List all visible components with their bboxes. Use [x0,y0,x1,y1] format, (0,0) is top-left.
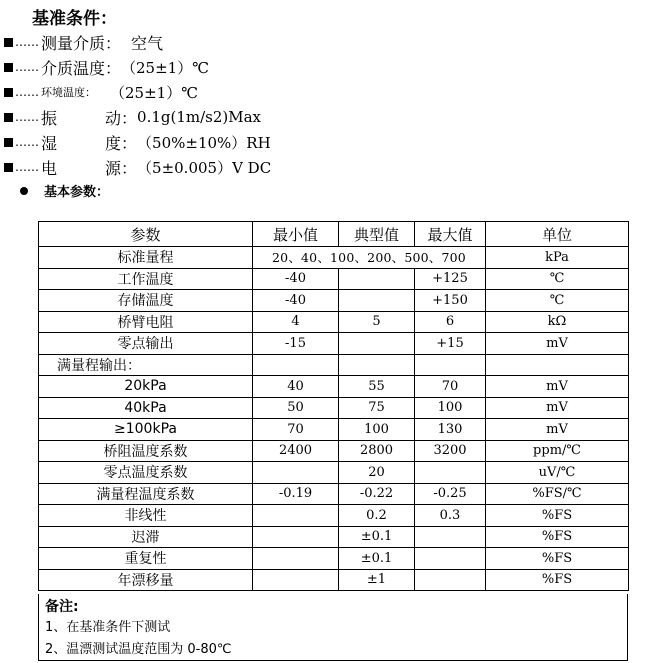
row-name: 零点温度系数 [39,462,253,484]
row-min: 70 [253,419,339,441]
row-unit: ℃ [486,268,629,290]
condition-label: 振 [41,108,58,128]
condition-value: （25±1）℃ [121,58,209,77]
row-min: 40 [253,376,339,398]
row-typical: ±1 [339,569,415,591]
row-min [253,526,339,548]
condition-label: 测量介质： [41,33,122,53]
row-max: +150 [415,290,486,312]
row-unit: %FS/℃ [486,483,629,505]
condition-label: 电 [41,158,58,178]
condition-label: 环境温度： [41,86,96,99]
row-min: -40 [253,268,339,290]
row-max: 6 [415,311,486,333]
square-bullet-icon [4,163,13,172]
row-typical: 5 [339,311,415,333]
row-unit: mV [486,419,629,441]
header-typical: 典型值 [339,222,415,247]
table-row [39,311,629,333]
table-row [39,548,629,570]
row-min [253,462,339,484]
row-name: 40kPa [39,397,253,419]
table-row [39,462,629,484]
leader-dots: …… [15,35,39,49]
row-min: -40 [253,290,339,312]
condition-medium [4,30,163,54]
row-max [415,354,486,376]
row-min [253,548,339,570]
condition-value: （50%±10%）RH [137,133,271,152]
header-unit: 单位 [486,222,629,247]
condition-label-suffix: 度： [105,133,138,153]
condition-medium-temperature [4,55,209,79]
row-name: 桥阻温度系数 [39,440,253,462]
notes-box [38,594,628,661]
row-name: 年漂移量 [39,569,253,591]
square-bullet-icon [4,63,13,72]
row-max: 3200 [415,440,486,462]
leader-dots: …… [15,135,39,149]
row-name: 存储温度 [39,290,253,312]
table-row [39,419,629,441]
row-name: 迟滞 [39,526,253,548]
row-unit: mV [486,376,629,398]
row-unit: kPa [486,247,629,269]
square-bullet-icon [4,113,13,122]
leader-dots: …… [15,60,39,74]
table-row [39,376,629,398]
row-name: 20kPa [39,376,253,398]
condition-label-suffix: 源： [105,158,138,178]
table-row [39,526,629,548]
row-unit: %FS [486,548,629,570]
row-max: -0.25 [415,483,486,505]
row-typical: 20 [339,462,415,484]
row-name: 标准量程 [39,247,253,269]
condition-label: 湿 [41,133,58,153]
parameters-table [38,221,629,591]
row-typical [339,290,415,312]
row-unit: mV [486,397,629,419]
basic-params-heading [20,181,109,200]
condition-value: （25±1）℃ [110,83,198,102]
row-min [253,505,339,527]
row-max: 0.3 [415,505,486,527]
row-max: 100 [415,397,486,419]
row-max: 130 [415,419,486,441]
table-row [39,333,629,355]
condition-ambient-temperature [4,80,198,104]
row-max [415,526,486,548]
row-min [253,569,339,591]
row-typical [339,333,415,355]
leader-dots: …… [15,160,39,174]
row-min: 4 [253,311,339,333]
table-row [39,569,629,591]
row-min: -0.19 [253,483,339,505]
row-name: 非线性 [39,505,253,527]
condition-humidity [4,130,271,154]
row-typical: 75 [339,397,415,419]
row-name: 满量程温度系数 [39,483,253,505]
note-item: 2、温漂测试温度范围为 0-80℃ [45,642,232,657]
row-max [415,462,486,484]
base-conditions-heading: 基准条件： [32,9,117,29]
table-row [39,397,629,419]
row-unit: %FS [486,569,629,591]
table-header-row [39,222,629,247]
row-typical [339,354,415,376]
table-row [39,440,629,462]
condition-power [4,155,271,179]
row-typical: 100 [339,419,415,441]
row-unit: kΩ [486,311,629,333]
header-min: 最小值 [253,222,339,247]
row-unit: ppm/℃ [486,440,629,462]
row-max [415,569,486,591]
condition-label: 介质温度： [41,58,122,78]
row-max: +15 [415,333,486,355]
row-name: 满量程输出： [39,354,253,376]
row-typical: -0.22 [339,483,415,505]
leader-dots: …… [15,110,39,124]
row-typical: ±0.1 [339,526,415,548]
round-bullet-icon [20,187,28,195]
row-max: +125 [415,268,486,290]
row-max [415,548,486,570]
basic-params-label: 基本参数： [44,185,110,200]
row-typical: 2800 [339,440,415,462]
square-bullet-icon [4,88,13,97]
row-typical: 55 [339,376,415,398]
row-typical: ±0.1 [339,548,415,570]
row-min: -15 [253,333,339,355]
condition-value: （5±0.005）V DC [137,158,272,177]
table-row [39,268,629,290]
row-unit: uV/℃ [486,462,629,484]
row-unit: mV [486,333,629,355]
condition-label-suffix: 动： [105,108,138,128]
range-values: 20、40、100、200、500、700 [253,247,486,269]
header-max: 最大值 [415,222,486,247]
row-name: 工作温度 [39,268,253,290]
square-bullet-icon [4,38,13,47]
row-typical [339,268,415,290]
table-row [39,290,629,312]
row-min [253,354,339,376]
row-name: 零点输出 [39,333,253,355]
row-unit: %FS [486,526,629,548]
row-max: 70 [415,376,486,398]
condition-value: 空气 [131,33,164,53]
row-unit [486,354,629,376]
table-row [39,354,629,376]
note-item: 1、在基准条件下测试 [45,620,171,635]
header-parameter: 参数 [39,222,253,247]
row-typical: 0.2 [339,505,415,527]
condition-vibration [4,105,261,129]
row-unit: ℃ [486,290,629,312]
row-min: 2400 [253,440,339,462]
row-name: 桥臂电阻 [39,311,253,333]
row-name: ≥100kPa [39,419,253,441]
table-row [39,505,629,527]
notes-title: 备注: [45,599,79,615]
table-row [39,483,629,505]
row-min: 50 [253,397,339,419]
condition-value: 0.1g(1m/s2)Max [137,108,262,126]
leader-dots: …… [15,85,39,99]
square-bullet-icon [4,138,13,147]
row-unit: %FS [486,505,629,527]
range-row [39,247,629,269]
row-name: 重复性 [39,548,253,570]
